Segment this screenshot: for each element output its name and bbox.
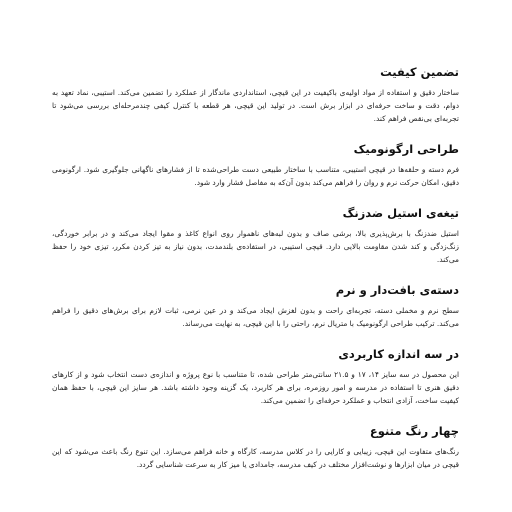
section-title: تیغه‌ی استیل ضدزنگ [342,206,459,220]
section-title: تضمین کیفیت [380,65,459,79]
section-three-sizes [52,346,459,407]
section-body: سطح نرم و مخملی دسته، تجربه‌ای راحت و بدون لغزش ایجاد می‌کند و در عین نرمی، ثبات لازم برای برش‌های دقیق را فراهم می‌کند. ترکیب طراحی ارگونومیک با متریال نرم، راحتی را با این قیچی، به نهایت می‌رساند. [52,306,459,328]
section-soft-textured-handle [52,282,459,330]
section-title: چهار رنگ متنوع [369,424,459,438]
section-body: رنگ‌های متفاوت این قیچی، زیبایی و کارایی را در کلاس مدرسه، کارگاه و خانه فراهم می‌سازد. این تنوع رنگ باعث می‌شود که این قیچی در میان ابزارها و نوشت‌افزار مختلف در کیف مدرسه، جامدادی یا میز کار به سرعت شناسایی گردد. [52,447,459,469]
section-body: فرم دسته و حلقه‌ها در قیچی استیبی، متناسب با ساختار طبیعی دست طراحی‌شده تا از فشارهای ناگهانی جلوگیری شود. ارگونومی دقیق، امکان حرکت نرم و روان را فراهم می‌کند بدون آن‌که به مفاصل فشار وارد شود. [52,165,459,187]
section-title: در سه اندازه کاربردی [338,347,459,361]
section-ergonomic-design [52,141,459,189]
section-title: دسته‌ی بافت‌دار و نرم [335,283,459,297]
section-stainless-blade [52,205,459,266]
section-body: استیل ضدزنگ با برش‌پذیری بالا، برشی صاف و بدون لبه‌های ناهموار روی انواع کاغذ و مقوا ایجاد می‌کند و در برابر خوردگی، زنگ‌زدگی و کند شدن مقاومت بالایی دارد. قیچی استیبی، در استفاده‌ی بلندمدت، بدون نیاز به تیز کردن مکرر، تیزی خود را حفظ می‌کند. [52,229,459,264]
section-four-colors [52,423,459,471]
section-title: طراحی ارگونومیک [353,142,459,156]
section-quality-guarantee [52,64,459,125]
section-body: این محصول در سه سایز ۱۴، ۱۷ و ۲۱.۵ سانتی‌متر طراحی شده، تا متناسب با نوع پروژه و اندازه‌ی دست انتخاب شود و از کارهای دقیق هنری تا استفاده در مدرسه و امور روزمره، برای هر کاربرد، یک گزینه وجود داشته باشد. هر سایز این قیچی، با حفظ همان کیفیت ساخت، آزادی انتخاب و عملکرد حرفه‌ای را تضمین می‌کند. [52,370,459,405]
section-body: ساختار دقیق و استفاده از مواد اولیه‌ی باکیفیت در این قیچی، استانداردی ماندگار از عملکرد را تضمین می‌کند. استیبی، نماد تعهد به دوام، دقت و ساخت حرفه‌ای در ابزار برش است. در تولید این قیچی، هر قطعه با کنترل کیفی چندمرحله‌ای بررسی می‌شود تا تجربه‌ای بی‌نقص فراهم کند. [52,88,459,123]
